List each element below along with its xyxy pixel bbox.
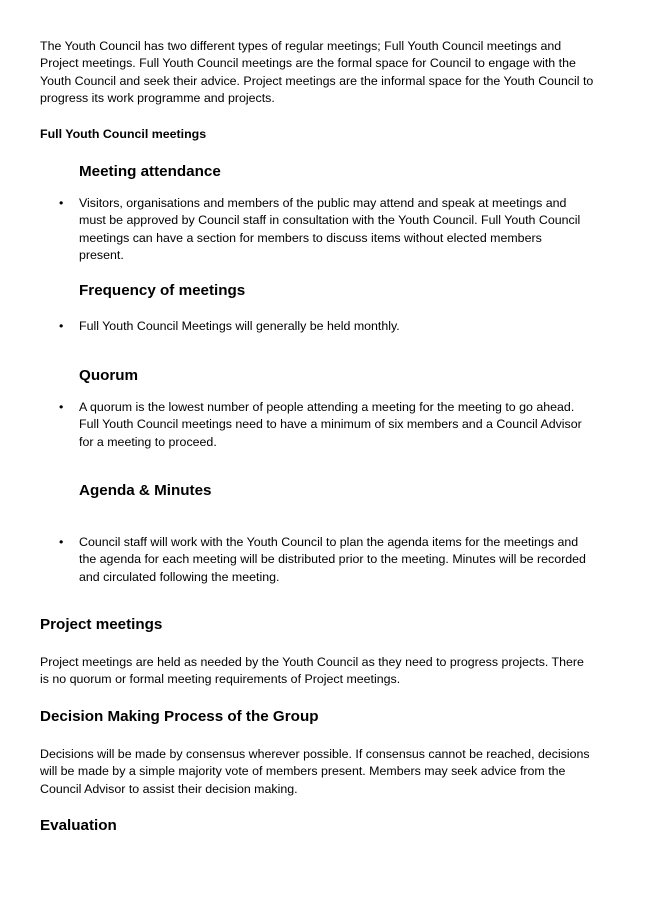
quorum-bullet-text: A quorum is the lowest number of people attending a meeting for the meeting to go ahead. Full Youth Council meetings need to have a minimum of six members and a Council Advisor for a meeting to proceed.	[79, 400, 582, 449]
bullet-icon: •	[59, 535, 64, 549]
attendance-heading: Meeting attendance	[79, 163, 221, 180]
agenda-bullet-text: Council staff will work with the Youth Council to plan the agenda items for the meetings and the agenda for each meeting will be distributed prior to the meeting. Minutes will be recorded and circulated following the meeting.	[79, 535, 586, 584]
attendance-bullet-text: Visitors, organisations and members of the public may attend and speak at meetings and must be approved by Council staff in consultation with the Youth Council. Full Youth Council meetings can have a section for members to discuss items without elected members present.	[79, 196, 581, 263]
bullet-icon: •	[59, 196, 64, 210]
full-meetings-heading: Full Youth Council meetings	[40, 127, 207, 141]
bullet-icon: •	[59, 319, 64, 333]
quorum-heading: Quorum	[79, 367, 139, 384]
agenda-heading: Agenda & Minutes	[79, 482, 212, 499]
decision-making-heading: Decision Making Process of the Group	[40, 708, 319, 725]
intro-paragraph: The Youth Council has two different types of regular meetings; Full Youth Council meetings and Project meetings. Full Youth Council meetings are the formal space for Council to engage with the Youth Council and seek their advice. Project meetings are the informal space for the Youth Council to progress its work programme and projects.	[40, 39, 594, 106]
project-meetings-heading: Project meetings	[40, 616, 163, 633]
bullet-icon: •	[59, 400, 64, 414]
frequency-bullet-text: Full Youth Council Meetings will generally be held monthly.	[79, 319, 400, 333]
frequency-heading: Frequency of meetings	[79, 282, 246, 299]
decision-making-paragraph: Decisions will be made by consensus wherever possible. If consensus cannot be reached, decisions will be made by a simple majority vote of members present. Members may seek advice from the Council Advisor to assist their decision making.	[40, 747, 590, 796]
project-meetings-paragraph: Project meetings are held as needed by the Youth Council as they need to progress projects. There is no quorum or formal meeting requirements of Project meetings.	[40, 655, 584, 687]
evaluation-heading: Evaluation	[40, 817, 117, 834]
